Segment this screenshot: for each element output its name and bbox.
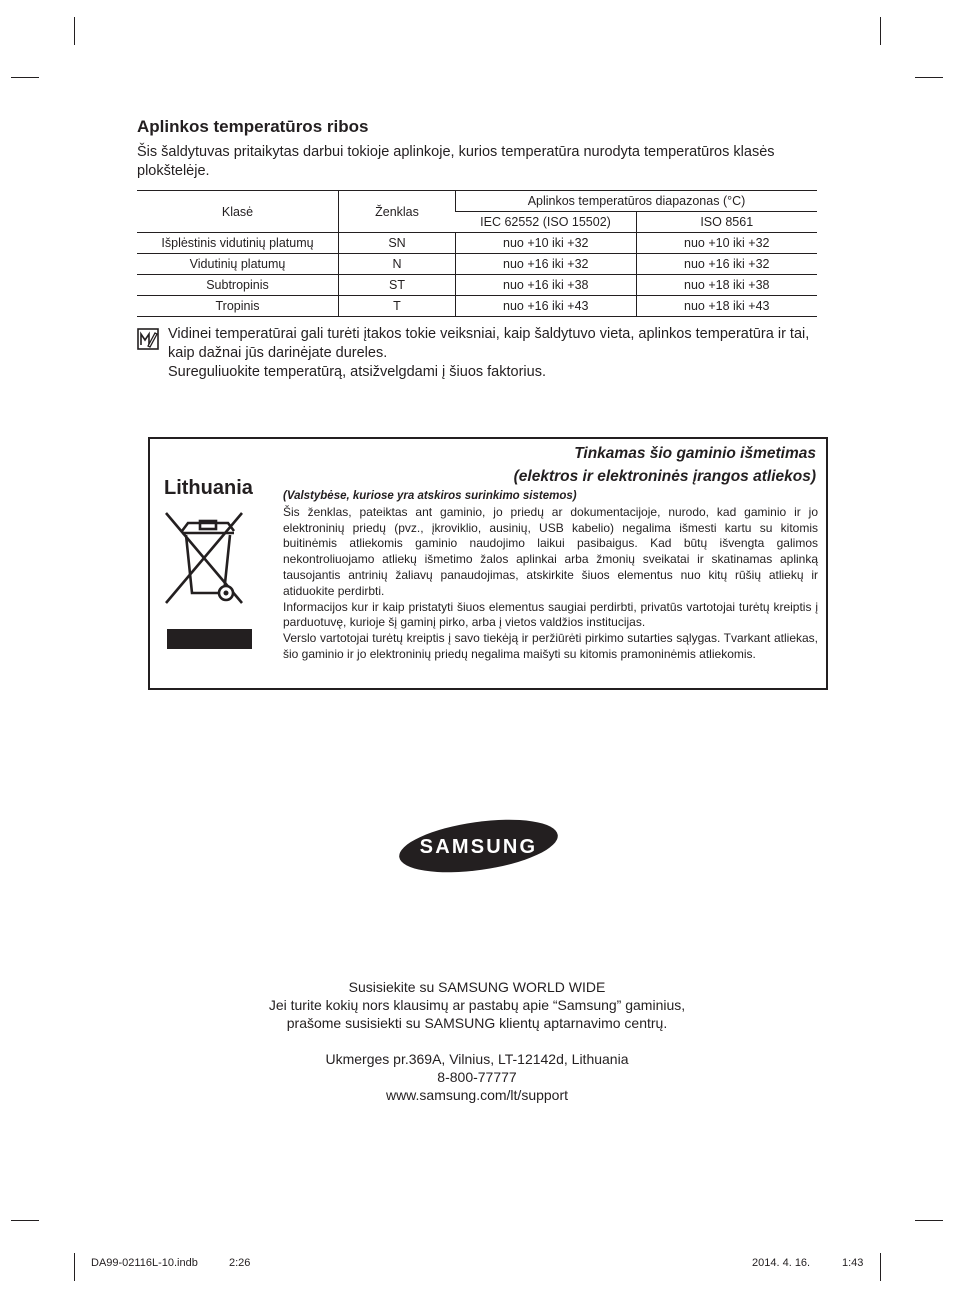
cell-symbol: T — [339, 296, 456, 317]
logo-text: SAMSUNG — [419, 836, 538, 858]
cell-class: Tropinis — [137, 296, 339, 317]
note-line: Sureguliuokite temperatūrą, atsižvelgdami į šiuos faktorius. — [168, 364, 546, 380]
table-row — [137, 296, 817, 317]
crop-mark — [915, 77, 943, 78]
cell-class: Subtropinis — [137, 275, 339, 296]
country-label: Lithuania — [164, 477, 253, 499]
cell-iec: nuo +16 iki +32 — [456, 254, 637, 275]
contact-website: www.samsung.com/lt/support — [385, 1087, 569, 1103]
crop-mark — [880, 17, 881, 45]
header-range: Aplinkos temperatūros diapazonas (°C) — [456, 191, 818, 212]
crop-mark — [11, 77, 39, 78]
crop-mark — [880, 1253, 881, 1281]
table-row — [137, 275, 817, 296]
weee-paragraph: Šis ženklas, pateiktas ant gaminio, jo priedų ar dokumentacijoje, nurodo, kad gaminio ir jo elektroninių priedų (pvz., įkroviklio, ausinių, USB kabelio) negalima išmesti kartu su kitomis buitinėmis atliekomis gaminio naudojimo laikui pasibaigus. Kad būtų išvengta galimos nekontroliuojamo atliekų išmetimo žalos aplinkai arba žmonių sveikatai ir skatinamas aplinką tausojantis antrinių žaliavų panaudojimas, atskirkite šiuos elementus nuo kitų rūšių atliekų ir atiduokite perdirbti. — [283, 504, 818, 598]
contact-phone: 8-800-77777 — [437, 1069, 517, 1085]
cell-iec: nuo +10 iki +32 — [456, 233, 637, 254]
section-title: Aplinkos temperatūros ribos — [137, 117, 369, 136]
weee-body — [283, 489, 818, 663]
header-class: Klasė — [137, 191, 339, 233]
crop-mark — [74, 1253, 75, 1281]
contact-block — [177, 978, 777, 1104]
contact-line: Jei turite kokių nors klausimų ar pastabų apie “Samsung” gaminius, — [268, 997, 686, 1013]
footer-page: 2:26 — [229, 1257, 251, 1269]
cell-iso: nuo +18 iki +43 — [636, 296, 817, 317]
header-iec: IEC 62552 (ISO 15502) — [456, 212, 637, 233]
table-row — [137, 233, 817, 254]
header-iso: ISO 8561 — [636, 212, 817, 233]
cell-iso: nuo +10 iki +32 — [636, 233, 817, 254]
cell-class: Išplėstinis vidutinių platumų — [137, 233, 339, 254]
weee-disposal-box — [148, 437, 828, 690]
footer-time: 1:43 — [842, 1257, 864, 1269]
note-text — [168, 325, 818, 382]
note-pencil-icon — [137, 328, 159, 350]
crop-mark — [915, 1220, 943, 1221]
table-row — [137, 254, 817, 275]
cell-iso: nuo +18 iki +38 — [636, 275, 817, 296]
footer-file: DA99-02116L-10.indb — [91, 1257, 198, 1269]
weee-paragraph: Verslo vartotojai turėtų kreiptis į savo tiekėją ir peržiūrėti pirkimo sutarties sąlygas. Tvarkant atliekas, šio gaminio ir jo elektroninių priedų negalima maišyti su kitomis pramoninėmis atliekomis. — [283, 631, 818, 661]
cell-symbol: N — [339, 254, 456, 275]
weee-black-bar — [167, 629, 252, 649]
weee-title-line: (elektros ir elektroninės įrangos atliekos) — [513, 468, 816, 485]
weee-subtitle: (Valstybėse, kuriose yra atskiros surinkimo sistemos) — [283, 490, 577, 502]
contact-line: Susisiekite su SAMSUNG WORLD WIDE — [348, 979, 606, 995]
contact-address: Ukmerges pr.369A, Vilnius, LT-12142d, Lithuania — [325, 1051, 629, 1067]
weee-title-line: Tinkamas šio gaminio išmetimas — [574, 445, 816, 462]
crop-mark — [74, 17, 75, 45]
footer-date: 2014. 4. 16. — [752, 1257, 811, 1269]
temperature-class-table — [137, 190, 817, 317]
samsung-logo — [397, 818, 560, 874]
cell-symbol: SN — [339, 233, 456, 254]
cell-iso: nuo +16 iki +32 — [636, 254, 817, 275]
crossed-out-wheelie-bin-icon — [162, 509, 246, 605]
note-line: Vidinei temperatūrai gali turėti įtakos tokie veiksniai, kaip šaldytuvo vieta, aplinkos temperatūra ir tai, kaip dažnai jūs darinėjate dureles. — [168, 326, 810, 361]
cell-iec: nuo +16 iki +43 — [456, 296, 637, 317]
contact-line: prašome susisiekti su SAMSUNG klientų aptarnavimo centrų. — [286, 1015, 668, 1031]
cell-iec: nuo +16 iki +38 — [456, 275, 637, 296]
weee-paragraph: Informacijos kur ir kaip pristatyti šiuos elementus saugiai perdirbti, privatūs vartotojai turėtų kreiptis į parduotuvę, kurioje šį gaminį pirko, arba į vietos valdžios institucijas. — [283, 599, 818, 630]
weee-heading — [514, 442, 816, 488]
cell-symbol: ST — [339, 275, 456, 296]
cell-class: Vidutinių platumų — [137, 254, 339, 275]
header-symbol: Ženklas — [339, 191, 456, 233]
crop-mark — [11, 1220, 39, 1221]
intro-text: Šis šaldytuvas pritaikytas darbui tokioje aplinkoje, kurios temperatūra nurodyta temperatūros klasės plokštelėje. — [137, 144, 775, 179]
